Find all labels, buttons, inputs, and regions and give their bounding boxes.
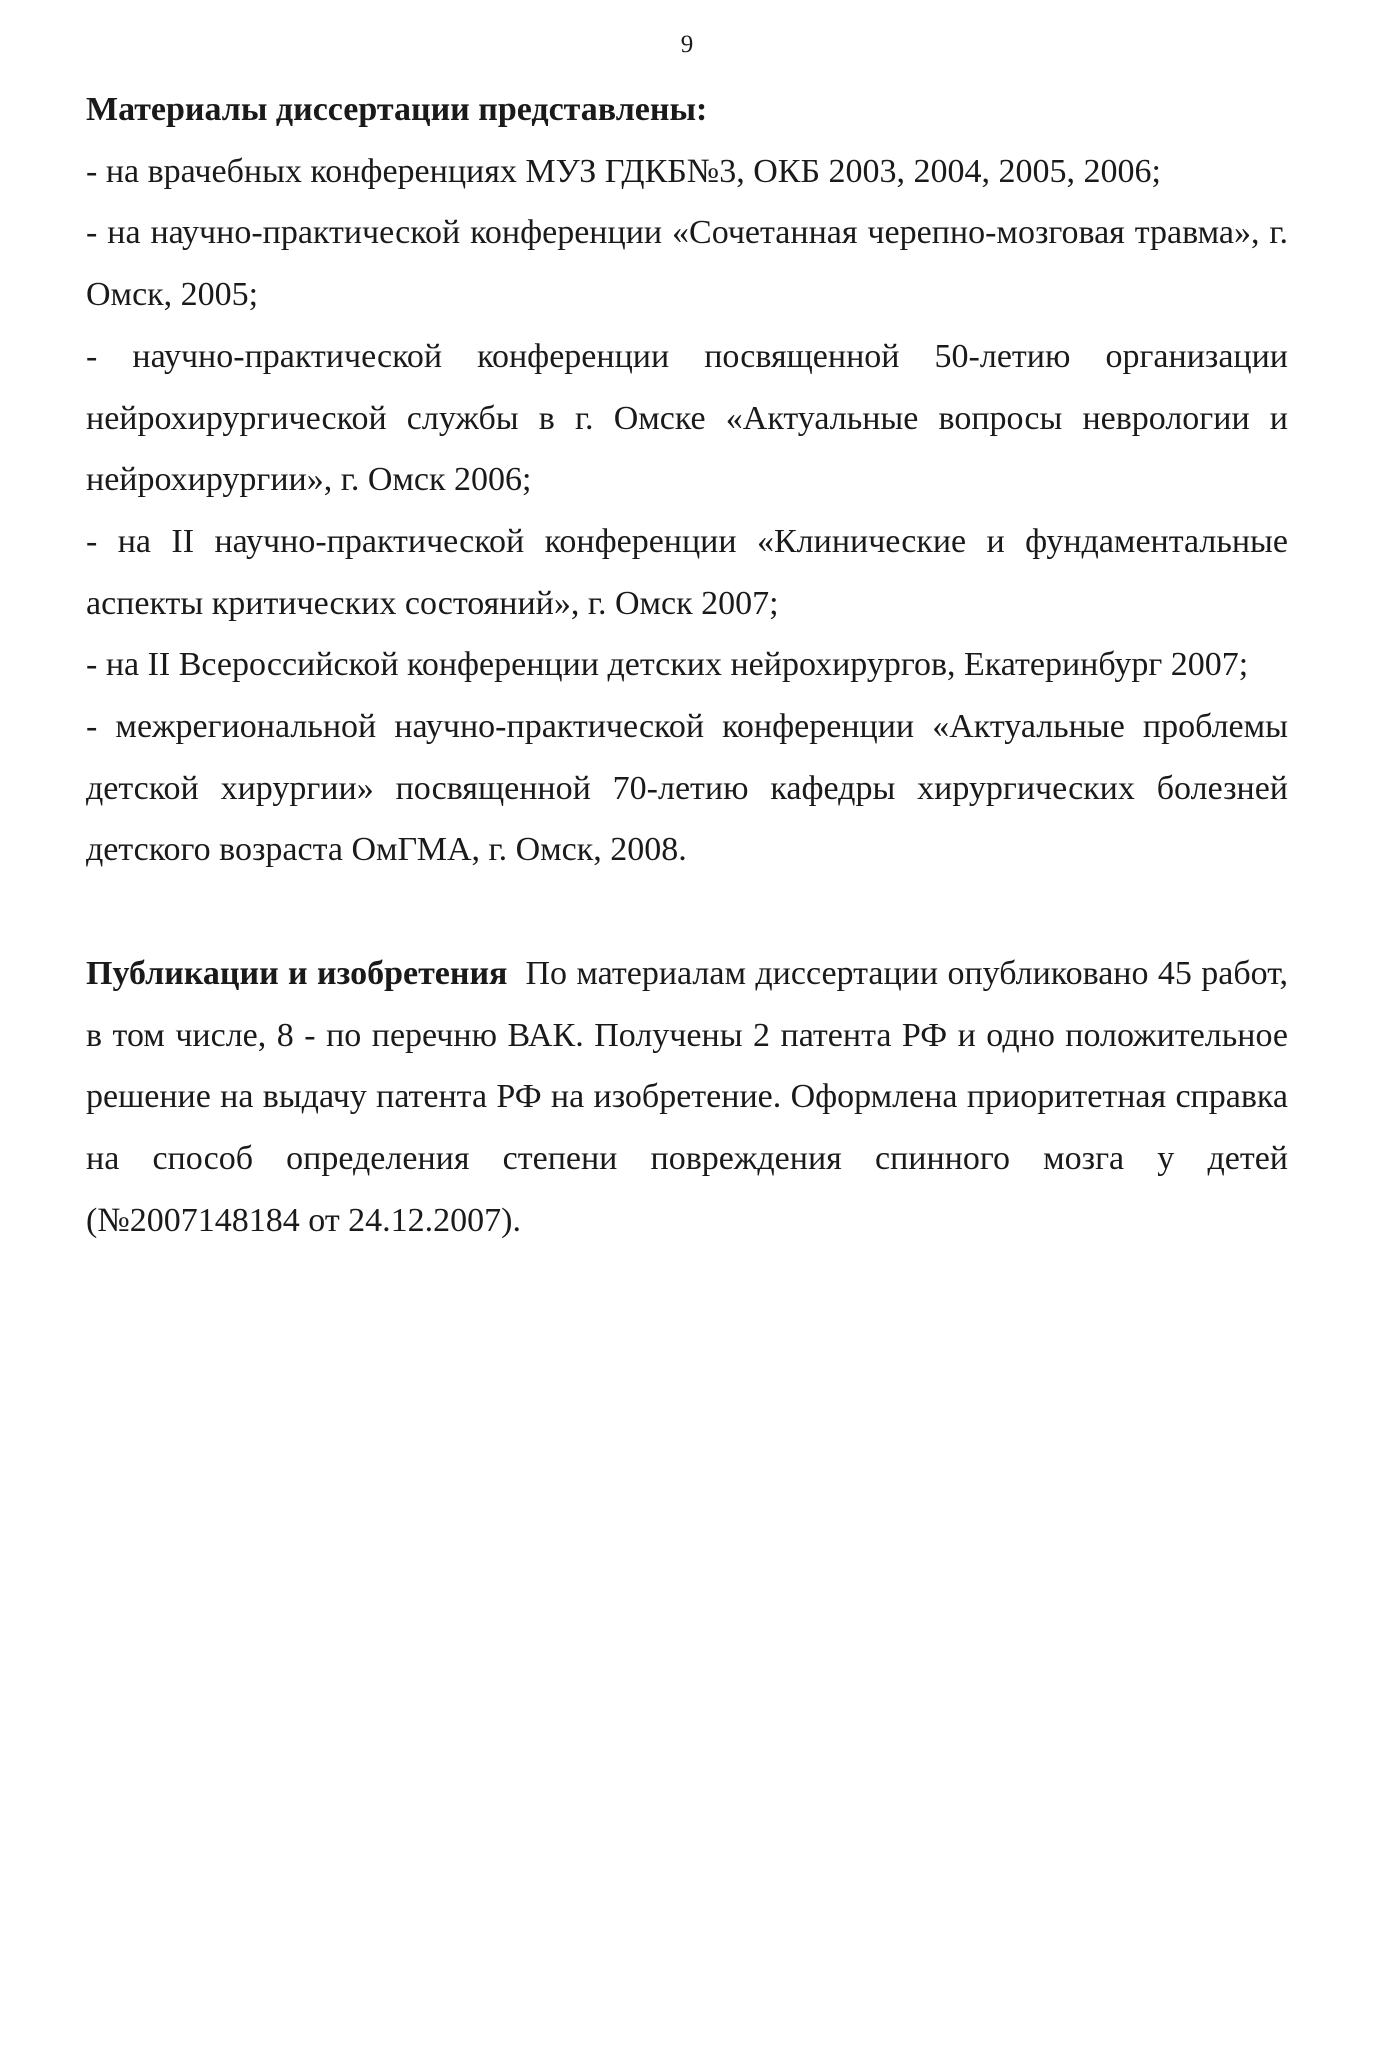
- materials-item-2: - на научно-практической конференции «Сочетанная черепно-мозговая травма», г. Омск, 2005;: [86, 214, 1288, 314]
- materials-item-1: - на врачебных конференциях МУЗ ГДКБ№3, ОКБ 2003, 2004, 2005, 2006;: [86, 152, 1161, 190]
- materials-item-3: - научно-практической конференции посвященной 50-летию организации нейрохирургической службы в г. Омске «Актуальные вопросы неврологии и нейрохирургии», г. Омск 2006;: [86, 337, 1288, 499]
- publications-text: По материалам диссертации опубликовано 45 работ, в том числе, 8 - по перечню ВАК. Получены 2 патента РФ и одно положительное решение на выдачу патента РФ на изобретение. Оформлена приоритетная справка на способ определения степени повреждения спинного мозга у детей (№2007148184 от 24.12.2007).: [86, 954, 1288, 1239]
- materials-item-4: - на II научно-практической конференции «Клинические и фундаментальные аспекты критических состояний», г. Омск 2007;: [86, 522, 1288, 622]
- materials-item-5: - на II Всероссийской конференции детских нейрохирургов, Екатеринбург 2007;: [86, 646, 1249, 684]
- publications-heading: Публикации и изобретения: [86, 954, 508, 992]
- materials-item-6: - межрегиональной научно-практической конференции «Актуальные проблемы детской хирургии» посвященной 70-летию кафедры хирургических болезней детского возраста ОмГМА, г. Омск, 2008.: [86, 708, 1288, 869]
- publications-paragraph: [86, 943, 1288, 1252]
- page-number: 9: [680, 31, 694, 58]
- paragraph-spacer: [86, 881, 1288, 943]
- materials-heading: Материалы диссертации представлены:: [86, 91, 708, 128]
- page-content: [86, 79, 1288, 1251]
